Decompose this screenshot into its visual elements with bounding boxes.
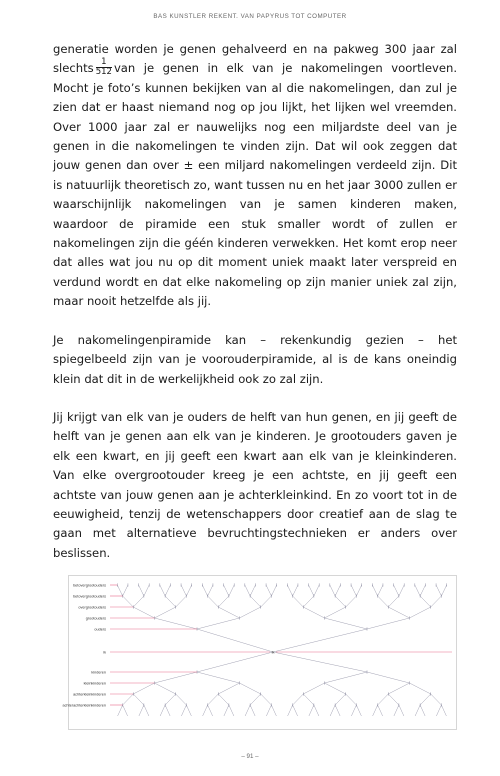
tree-branch	[218, 683, 239, 694]
tree-branch	[351, 585, 356, 596]
tree-branch	[133, 596, 144, 607]
tree-branch	[155, 607, 176, 618]
generation-label: overgrootouders	[78, 605, 106, 610]
tree-branch	[388, 596, 399, 607]
tree-branch	[186, 705, 191, 716]
generation-label: kinderen	[91, 670, 106, 675]
diagram-connector-lines	[110, 585, 452, 705]
tree-branch	[224, 585, 229, 596]
tree-branch	[123, 694, 134, 705]
tree-branch	[155, 618, 198, 629]
tree-branch	[325, 607, 346, 618]
tree-branch	[346, 596, 357, 607]
fraction-one-512	[96, 58, 112, 77]
tree-branch	[208, 596, 219, 607]
paragraph-2: Je nakomelingenpiramide kan – rekenkundig gezien – het spiegelbeeld zijn van je voorouderpiramide, al is de kans oneindig klein dat dit in de werkelijkheid ook zo zal zijn.	[53, 332, 457, 386]
tree-branch	[165, 596, 176, 607]
tree-branch	[165, 694, 176, 705]
tree-branch	[133, 694, 144, 705]
tree-branch	[250, 596, 261, 607]
tree-branch	[378, 585, 383, 596]
tree-branch	[250, 705, 255, 716]
tree-branch	[388, 607, 409, 618]
tree-branch	[176, 596, 187, 607]
running-header: BAS KUNSTLER REKENT. VAN PAPYRUS TOT COMPUTER	[153, 13, 347, 20]
fraction-numerator: 1	[96, 58, 112, 68]
tree-branch	[197, 652, 273, 672]
tree-branch	[266, 585, 271, 596]
tree-branch	[303, 694, 314, 705]
tree-branch	[325, 683, 346, 694]
tree-branch	[224, 705, 229, 716]
generation-label: ouders	[94, 627, 106, 632]
tree-branch	[388, 694, 399, 705]
tree-branch	[335, 705, 340, 716]
tree-branch	[378, 694, 389, 705]
tree-branch	[293, 705, 298, 716]
tree-branch	[335, 694, 346, 705]
tree-branch	[218, 694, 229, 705]
tree-branch	[240, 607, 261, 618]
tree-branch	[420, 585, 425, 596]
tree-branch	[186, 585, 191, 596]
tree-branch	[415, 585, 420, 596]
tree-branch	[441, 585, 446, 596]
tree-branch	[351, 705, 356, 716]
tree-branch	[139, 585, 144, 596]
tree-branch	[250, 585, 255, 596]
tree-branch	[330, 585, 335, 596]
tree-branch	[436, 585, 441, 596]
tree-branch	[218, 607, 239, 618]
tree-branch	[123, 585, 128, 596]
tree-branch	[144, 585, 149, 596]
tree-branch	[420, 705, 425, 716]
tree-branch	[399, 705, 404, 716]
tree-branch	[356, 585, 361, 596]
tree-branch	[245, 585, 250, 596]
tree-branch	[202, 585, 207, 596]
tree-branch	[208, 585, 213, 596]
tree-branch	[303, 607, 324, 618]
tree-branch	[203, 705, 208, 716]
tree-branch	[431, 596, 442, 607]
tree-branch	[293, 585, 298, 596]
tree-branch	[410, 683, 431, 694]
tree-branch	[118, 705, 123, 716]
tree-branch	[335, 585, 340, 596]
tree-branch	[197, 629, 275, 655]
tree-branch	[410, 607, 431, 618]
tree-branch	[208, 705, 213, 716]
tree-branch	[133, 683, 154, 694]
tree-branch	[287, 585, 292, 596]
tree-branch	[165, 585, 170, 596]
tree-branch	[208, 694, 219, 705]
tree-branch	[378, 705, 383, 716]
tree-branch	[271, 629, 367, 655]
gene-pyramid-diagram	[62, 575, 457, 730]
generation-label-self: ik	[103, 650, 106, 655]
generation-label: betovergrootouders	[73, 594, 106, 599]
tree-branch	[394, 705, 399, 716]
tree-branch	[261, 694, 272, 705]
tree-branch	[367, 672, 410, 683]
tree-branch	[266, 705, 271, 716]
tree-branch	[441, 705, 446, 716]
tree-branch	[436, 705, 441, 716]
tree-branch	[309, 585, 314, 596]
tree-branch	[160, 705, 165, 716]
generation-label: achterkleinkinderen	[73, 692, 106, 697]
tree-branch	[273, 652, 367, 672]
tree-branch	[197, 672, 240, 683]
tree-branch	[356, 705, 361, 716]
fraction-denominator: 512	[95, 67, 112, 78]
generation-label: grootouders	[85, 616, 106, 621]
tree-branch	[229, 585, 234, 596]
tree-branch	[250, 694, 261, 705]
generation-label: kleinkinderen	[83, 681, 106, 686]
tree-branch	[271, 705, 276, 716]
tree-branch	[139, 705, 144, 716]
tree-branch	[293, 694, 304, 705]
tree-branch	[314, 705, 319, 716]
tree-branch	[271, 585, 276, 596]
tree-branch	[218, 596, 229, 607]
paragraph-1	[53, 40, 457, 312]
tree-branch	[373, 705, 378, 716]
generation-label: achterachterkleinkinderen	[62, 703, 106, 708]
tree-branch	[144, 705, 149, 716]
tree-branch	[303, 596, 314, 607]
tree-branch	[123, 596, 134, 607]
tree-branch	[117, 585, 122, 596]
tree-branch	[431, 694, 442, 705]
tree-branch	[314, 585, 319, 596]
tree-branch	[240, 683, 261, 694]
body-text	[53, 40, 457, 582]
self-node-label: ik	[271, 650, 275, 655]
tree-branch	[160, 585, 165, 596]
paragraph-1-start: generatie worden je genen gehalveerd en na pakweg 300 jaar zal slechts	[53, 42, 457, 76]
tree-branch	[399, 585, 404, 596]
tree-branch	[394, 585, 399, 596]
tree-branch	[378, 596, 389, 607]
tree-branch	[367, 618, 410, 629]
tree-branch	[133, 607, 154, 618]
tree-branch	[288, 705, 293, 716]
tree-branch	[181, 705, 186, 716]
tree-branch	[325, 672, 368, 683]
tree-branch	[303, 683, 324, 694]
tree-branch	[155, 672, 198, 683]
tree-branch	[229, 705, 234, 716]
tree-branch	[420, 694, 431, 705]
tree-branch	[372, 585, 377, 596]
tree-branch	[388, 683, 409, 694]
tree-branch	[420, 596, 431, 607]
page-number: – 91 –	[241, 753, 259, 760]
generation-label: betovergrootouders	[73, 583, 106, 588]
tree-branch	[181, 585, 186, 596]
tree-branch	[415, 705, 420, 716]
tree-branch	[197, 618, 240, 629]
tree-branch	[245, 705, 250, 716]
tree-branch	[335, 596, 346, 607]
diagram-tree	[117, 583, 446, 716]
paragraph-3: Jij krijgt van elk van je ouders de helft van hun genen, en jij geeft de helft van je genen aan elk van je kinderen. Je grootouders gaven je elk een kwart, en jij geeft een kwart aan elk van je kleinkinderen. Van elke overgrootouder kreeg je een achtste, en jij geeft een achtste van jouw genen aan je achterkleinkind. En zo voort tot in de eeuwigheid, tenzij de wetenschappers door creatief aan de slag te gaan met alternatieve bevruchtingstechnieken er anders over beslissen.	[53, 409, 457, 560]
tree-branch	[309, 705, 314, 716]
diagram-labels	[63, 583, 275, 707]
tree-branch	[261, 596, 272, 607]
tree-branch	[346, 694, 357, 705]
tree-branch	[165, 705, 170, 716]
tree-branch	[176, 694, 187, 705]
tree-branch	[330, 705, 335, 716]
paragraph-1-rest: van je genen in elk van je nakomelingen voortleven. Mocht je foto’s kunnen bekijken van al die nakomelingen, dan zul je zien dat er haast niemand nog op jou lijkt, het lijken wel vreemden. Over 1000 jaar zal er nauwelijks nog een miljardste deel van je genen in die nakomelingen te vinden zijn. Dat wil ook zeggen dat jouw genen dan over ± een miljard nakomelingen verdeeld zijn. Dit is natuurlijk theoretisch zo, want tussen nu en het jaar 3000 zullen er waarschijnlijk nakomelingen van je samen kinderen maken, waardoor de piramide een stuk smaller wordt of zullen er nakomelingen zijn die géén kinderen verwekken. Het komt erop neer dat alles wat jou nu op dit moment uniek maakt later verspreid en verdund wordt en dat elke nakomeling op zijn manier uniek zal zijn, maar nooit hetzelfde als jij.	[53, 61, 457, 309]
tree-branch	[123, 705, 128, 716]
tree-branch	[155, 683, 176, 694]
tree-branch	[293, 596, 304, 607]
tree-branch	[325, 618, 368, 629]
